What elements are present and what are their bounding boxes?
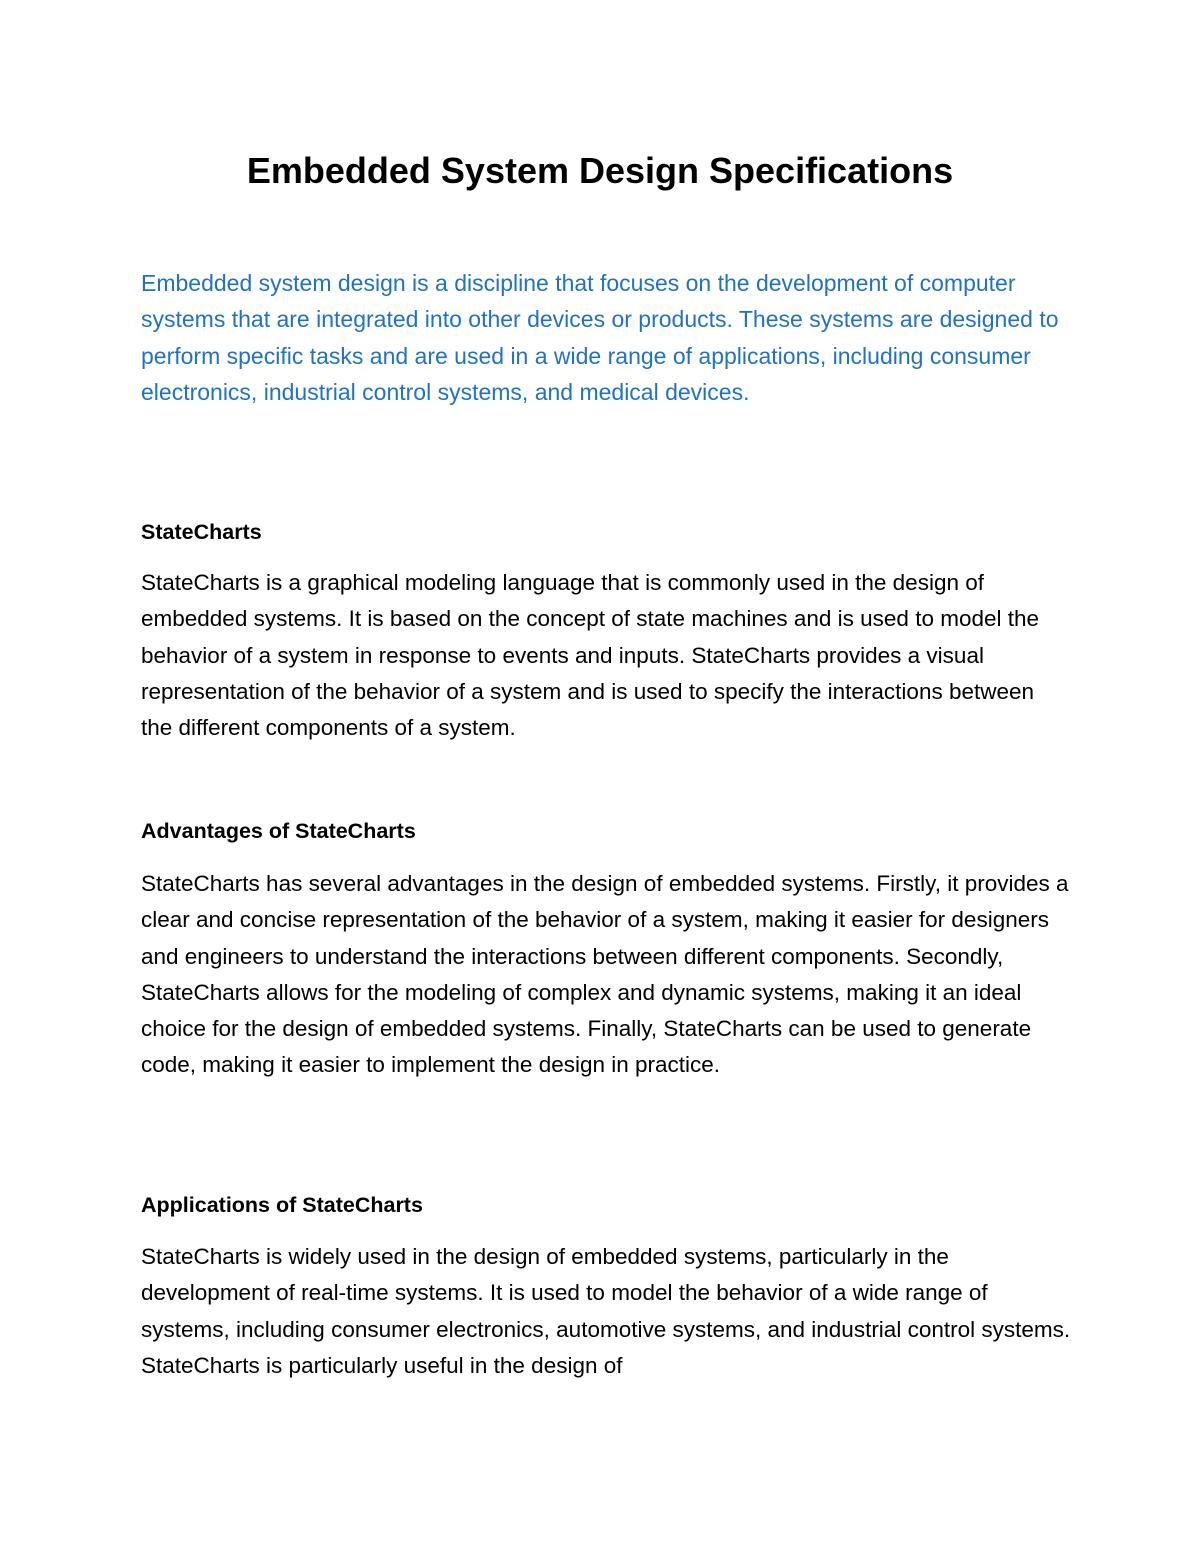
section-body-advantages: StateCharts has several advantages in the design of embedded systems. Firstly, it provides a clear and concise representation of the behavior of a system, making it easier for designers and engineers to understand the interactions between different components. Secondly, StateCharts allows for the modeling of complex and dynamic systems, making it an ideal choice for the design of embedded systems. Finally, StateCharts can be used to generate code, making it easier to implement the design in practice. <box>141 871 1069 1078</box>
section-body-applications: StateCharts is widely used in the design of embedded systems, particularly in the development of real-time systems. It is used to model the behavior of a wide range of systems, including consumer electronics, automotive systems, and industrial control systems. StateCharts is particularly useful in the design of <box>141 1244 1071 1378</box>
document-title: Embedded System Design Specifications <box>246 150 954 191</box>
section-heading-advantages: Advantages of StateCharts <box>141 819 416 843</box>
section-heading-applications: Applications of StateCharts <box>141 1193 423 1217</box>
section-heading-statecharts: StateCharts <box>141 520 262 544</box>
section-body-statecharts: StateCharts is a graphical modeling language that is commonly used in the design of embedded systems. It is based on the concept of state machines and is used to model the behavior of a system in response to events and inputs. StateCharts provides a visual representation of the behavior of a system and is used to specify the interactions between the different components of a system. <box>141 570 1040 741</box>
intro-paragraph: Embedded system design is a discipline that focuses on the development of computer systems that are integrated into other devices or products. These systems are designed to perform specific tasks and are used in a wide range of applications, including consumer electronics, industrial control systems, and medical devices. <box>141 270 1059 405</box>
